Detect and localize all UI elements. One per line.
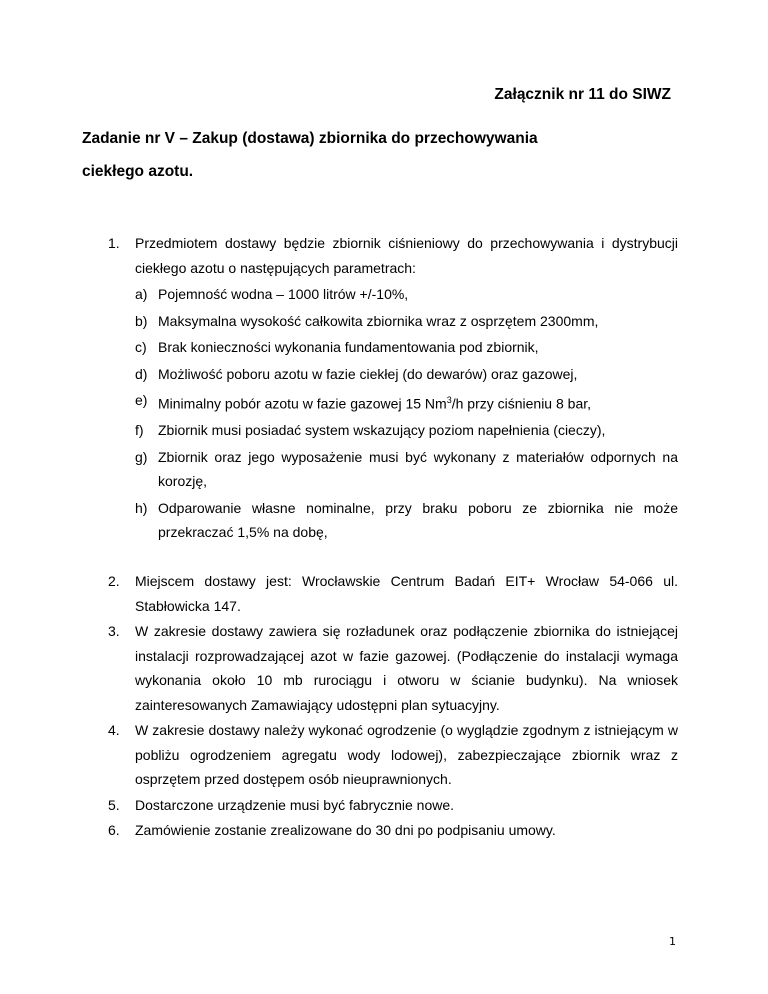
sublist-letter: a) — [135, 286, 148, 302]
requirements-list-part-2 — [108, 569, 678, 844]
list-number: 3. — [108, 623, 120, 639]
list-item-text: W zakresie dostawy zawiera się rozładunek oraz podłączenie zbiornika do istniejącej instalacji rozprowadzającej azot w fazie gazowej. (Podłączenie do instalacji wymaga wykonania około 10 mb rurociągu i otworu w ścianie budynku). Na wniosek zainteresowanych Zamawiający udostępni plan sytuacyjny. — [135, 623, 678, 713]
sublist-item-text-before: Minimalny pobór azotu w fazie gazowej 15 Nm — [158, 395, 447, 412]
title-line-1: Zadanie nr V – Zakup (dostawa) zbiornika do przechowywania — [82, 130, 538, 147]
sublist-item-text: Pojemność wodna – 1000 litrów +/-10%, — [158, 286, 409, 302]
sublist-item-f — [135, 418, 678, 443]
sublist-item-text: Zbiornik musi posiadać system wskazujący poziom napełnienia (cieczy), — [158, 422, 606, 439]
list-item-text: Przedmiotem dostawy będzie zbiornik ciśnieniowy do przechowywania i dystrybucji ciekłego azotu o następujących parametrach: — [135, 235, 678, 276]
sublist-letter: f) — [135, 422, 144, 439]
list-number: 5. — [108, 796, 120, 813]
sublist-item-a — [135, 282, 678, 307]
sublist-item-text-after: /h przy ciśnieniu 8 bar, — [451, 395, 592, 412]
sublist-item-text: Brak konieczności wykonania fundamentowania pod zbiornik, — [158, 339, 539, 355]
list-item-5 — [108, 793, 678, 818]
sublist-item-e — [135, 388, 678, 416]
document-title — [82, 122, 682, 188]
sublist-letter: h) — [135, 499, 148, 516]
list-number: 1. — [108, 235, 120, 251]
sublist-item-text: Możliwość poboru azotu w fazie ciekłej (do dewarów) oraz gazowej, — [158, 365, 578, 382]
sublist-letter: e) — [135, 392, 148, 408]
title-line-2: ciekłego azotu. — [82, 163, 194, 180]
list-item-text: Zamówienie zostanie zrealizowane do 30 dni po podpisaniu umowy. — [135, 822, 556, 838]
list-item-1 — [108, 231, 678, 545]
sublist-item-c — [135, 335, 678, 360]
sublist-letter: b) — [135, 312, 148, 329]
list-item-3 — [108, 619, 678, 717]
sublist-item-text: Maksymalna wysokość całkowita zbiornika wraz z osprzętem 2300mm, — [158, 312, 599, 329]
list-number: 6. — [108, 822, 120, 838]
superscript-exponent: 3 — [446, 395, 452, 405]
sublist-letter: d) — [135, 365, 148, 382]
attachment-heading: Załącznik nr 11 do SIWZ — [494, 86, 671, 103]
list-number: 2. — [108, 573, 120, 589]
sublist-item-g — [135, 445, 678, 494]
list-item-text: W zakresie dostawy należy wykonać ogrodzenie (o wyglądzie zgodnym z istniejącym w pobliżu ogrodzeniem agregatu wody lodowej), zabezpieczające zbiornik wraz z osprzętem przed dostępem osób nieuprawnionych. — [135, 722, 678, 787]
sublist-item-text: Odparowanie własne nominalne, przy braku poboru ze zbiornika nie może przekraczać 1,5% na dobę, — [158, 499, 678, 541]
sublist-letter: c) — [135, 339, 147, 355]
sublist-item-b — [135, 309, 678, 334]
requirements-list-part-1 — [108, 231, 678, 547]
sublist-item-h — [135, 496, 678, 545]
list-item-text: Miejscem dostawy jest: Wrocławskie Centrum Badań EIT+ Wrocław 54-066 ul. Stabłowicka 147. — [135, 573, 678, 614]
page-number: 1 — [669, 935, 676, 948]
sublist-letter: g) — [135, 448, 148, 465]
list-item-6 — [108, 818, 678, 843]
list-item-text: Dostarczone urządzenie musi być fabrycznie nowe. — [135, 796, 455, 813]
list-number: 4. — [108, 722, 120, 738]
parameters-sublist — [135, 282, 678, 545]
sublist-item-text: Zbiornik oraz jego wyposażenie musi być wykonany z materiałów odpornych na korozję, — [158, 448, 678, 490]
list-item-2 — [108, 569, 678, 618]
sublist-item-d — [135, 362, 678, 387]
list-item-4 — [108, 718, 678, 792]
